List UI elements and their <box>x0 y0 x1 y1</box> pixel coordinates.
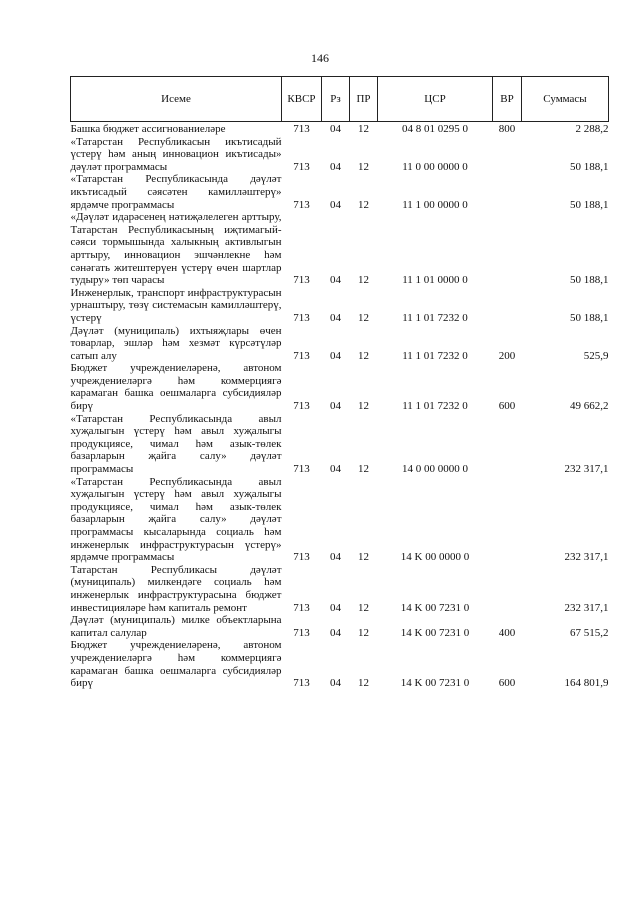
table-row <box>71 614 609 639</box>
cell-rz: 04 <box>330 463 341 476</box>
table-row <box>71 211 609 287</box>
cell-pr: 12 <box>358 160 369 173</box>
cell-kvsr: 713 <box>293 400 310 413</box>
header-vr: ВР <box>493 77 522 122</box>
cell-name: «Татарстан Республикасында авыл хуҗалыгын үстерү һәм авыл хуҗалыгы продукциясе, чимал һәм азык-төлек базарларын җайга салу» дәүләт программасы <box>70 412 282 476</box>
cell-pr: 12 <box>358 349 369 362</box>
cell-sum: 50 188,1 <box>570 160 609 173</box>
cell-name: «Татарстан Республикасында дәүләт икътисадый сәясәтен камилләштерү» ярдәмче программасы <box>70 173 282 211</box>
cell-kvsr: 713 <box>293 601 310 614</box>
cell-rz: 04 <box>330 198 341 211</box>
cell-vr <box>493 211 522 287</box>
cell-sum: 2 288,2 <box>575 123 609 135</box>
cell-sum: 232 317,1 <box>564 601 609 614</box>
cell-rz: 04 <box>330 123 341 135</box>
cell-csr: 14 K 00 0000 0 <box>400 551 470 564</box>
table-row <box>71 413 609 476</box>
cell-csr: 11 1 01 0000 0 <box>402 274 468 287</box>
page-number: 146 <box>311 51 329 65</box>
cell-kvsr: 713 <box>293 551 310 564</box>
cell-kvsr: 713 <box>293 463 310 476</box>
cell-csr: 11 0 00 0000 0 <box>402 160 468 173</box>
cell-pr: 12 <box>358 198 369 211</box>
cell-rz: 04 <box>330 677 341 690</box>
cell-vr <box>493 173 522 211</box>
table-body <box>71 122 609 690</box>
cell-kvsr: 713 <box>293 626 310 639</box>
header-rz: Рз <box>322 77 350 122</box>
cell-csr: 11 1 00 0000 0 <box>402 198 468 211</box>
cell-vr <box>493 136 522 174</box>
cell-pr: 12 <box>358 626 369 639</box>
cell-kvsr: 713 <box>293 349 310 362</box>
cell-pr: 12 <box>358 463 369 476</box>
cell-sum: 50 188,1 <box>570 198 609 211</box>
table-row <box>71 173 609 211</box>
cell-csr: 14 K 00 7231 0 <box>400 626 470 639</box>
cell-csr: 14 0 00 0000 0 <box>402 463 468 476</box>
cell-sum: 50 188,1 <box>570 274 609 287</box>
cell-sum: 49 662,2 <box>570 400 609 413</box>
cell-vr: 600 <box>498 677 516 690</box>
header-kvsr: КВСР <box>282 77 322 122</box>
table-row <box>71 362 609 412</box>
header-csr: ЦСР <box>378 77 493 122</box>
cell-vr: 800 <box>498 123 516 135</box>
cell-vr: 600 <box>498 400 516 413</box>
cell-csr: 11 1 01 7232 0 <box>402 311 468 324</box>
cell-name: «Татарстан Республикасын икътисадый үстерү һәм аның инновацион икътисады» дәүләт программасы <box>70 135 282 173</box>
cell-vr <box>493 413 522 476</box>
cell-pr: 12 <box>358 601 369 614</box>
table-row <box>71 136 609 174</box>
cell-csr: 11 1 01 7232 0 <box>402 349 468 362</box>
table-row <box>71 122 609 136</box>
cell-pr: 12 <box>358 274 369 287</box>
cell-vr: 200 <box>498 349 516 362</box>
header-sum: Суммасы <box>522 77 609 122</box>
cell-csr: 14 K 00 7231 0 <box>400 601 470 614</box>
table-row <box>71 287 609 325</box>
cell-name: «Дәүләт идарәсенең нәтиҗәлелеген арттыру, Татарстан Республикасының иҗтимагый-сәяси тормышында халыкның активлыгын арттыру, инновацион эшчәнлекне һәм сәнәгать житештерүен үстерү өчен шартлар тудыру» төп чарасы <box>70 211 282 287</box>
cell-vr <box>493 564 522 614</box>
cell-sum: 525,9 <box>583 349 609 362</box>
cell-pr: 12 <box>358 400 369 413</box>
table-row <box>71 639 609 689</box>
cell-kvsr: 713 <box>293 677 310 690</box>
header-name: Исеме <box>71 77 282 122</box>
cell-name: Дәүләт (муниципаль) ихтыяҗлары өчен товарлар, эшләр һәм хезмәт күрсәтүләр сатып алу <box>70 324 282 362</box>
cell-rz: 04 <box>330 400 341 413</box>
header-row <box>71 77 609 122</box>
table-row <box>71 476 609 564</box>
cell-rz: 04 <box>330 274 341 287</box>
cell-kvsr: 713 <box>293 274 310 287</box>
cell-name: Бюджет учреждениеләренә, автоном учреждениеләргә һәм коммерциягә карамаган башка оешмаларга субсидияләр бирү <box>70 639 282 690</box>
cell-kvsr: 713 <box>293 123 310 135</box>
cell-rz: 04 <box>330 160 341 173</box>
header-pr: ПР <box>350 77 378 122</box>
cell-csr: 04 8 01 0295 0 <box>402 123 468 135</box>
cell-vr <box>493 287 522 325</box>
cell-name: «Татарстан Республикасында авыл хуҗалыгын үстерү һәм авыл хуҗалыгы продукциясе, чимал һәм азык-төлек базарларын җайга салу» дәүләт программасы кысаларында социаль һәм инженерлык инфраструктурасын үстерү» ярдәмче программасы <box>70 475 282 564</box>
cell-rz: 04 <box>330 551 341 564</box>
cell-sum: 50 188,1 <box>570 311 609 324</box>
cell-sum: 67 515,2 <box>570 626 609 639</box>
cell-name: Татарстан Республикасы дәүләт (муниципаль) милкендәге социаль һәм инженерлык инфраструктурасына бюджет инвестицияләре һәм капиталь ремонт <box>70 563 282 614</box>
cell-rz: 04 <box>330 626 341 639</box>
cell-name: Инженерлык, транспорт инфраструктурасын урнаштыру, төзү системасын камилләштерү, үстерү <box>70 286 282 324</box>
table-row <box>71 325 609 363</box>
cell-name: Башка бюджет ассигнованиеләре <box>70 123 226 135</box>
cell-pr: 12 <box>358 677 369 690</box>
cell-rz: 04 <box>330 601 341 614</box>
cell-kvsr: 713 <box>293 311 310 324</box>
table-row <box>71 564 609 614</box>
cell-rz: 04 <box>330 349 341 362</box>
cell-name: Бюджет учреждениеләренә, автоном учреждениеләргә һәм коммерциягә карамаган башка оешмаларга субсидияләр бирү <box>70 362 282 413</box>
cell-sum: 232 317,1 <box>564 551 609 564</box>
budget-table <box>70 76 609 690</box>
cell-pr: 12 <box>358 311 369 324</box>
cell-kvsr: 713 <box>293 160 310 173</box>
cell-csr: 14 K 00 7231 0 <box>400 677 470 690</box>
cell-sum: 164 801,9 <box>564 677 609 690</box>
cell-pr: 12 <box>358 551 369 564</box>
cell-vr: 400 <box>498 626 516 639</box>
cell-kvsr: 713 <box>293 198 310 211</box>
cell-csr: 11 1 01 7232 0 <box>402 400 468 413</box>
cell-vr <box>493 476 522 564</box>
cell-pr: 12 <box>358 123 369 135</box>
cell-rz: 04 <box>330 311 341 324</box>
cell-sum: 232 317,1 <box>564 463 609 476</box>
cell-name: Дәүләт (муниципаль) милке объектларына капитал салулар <box>70 614 282 639</box>
